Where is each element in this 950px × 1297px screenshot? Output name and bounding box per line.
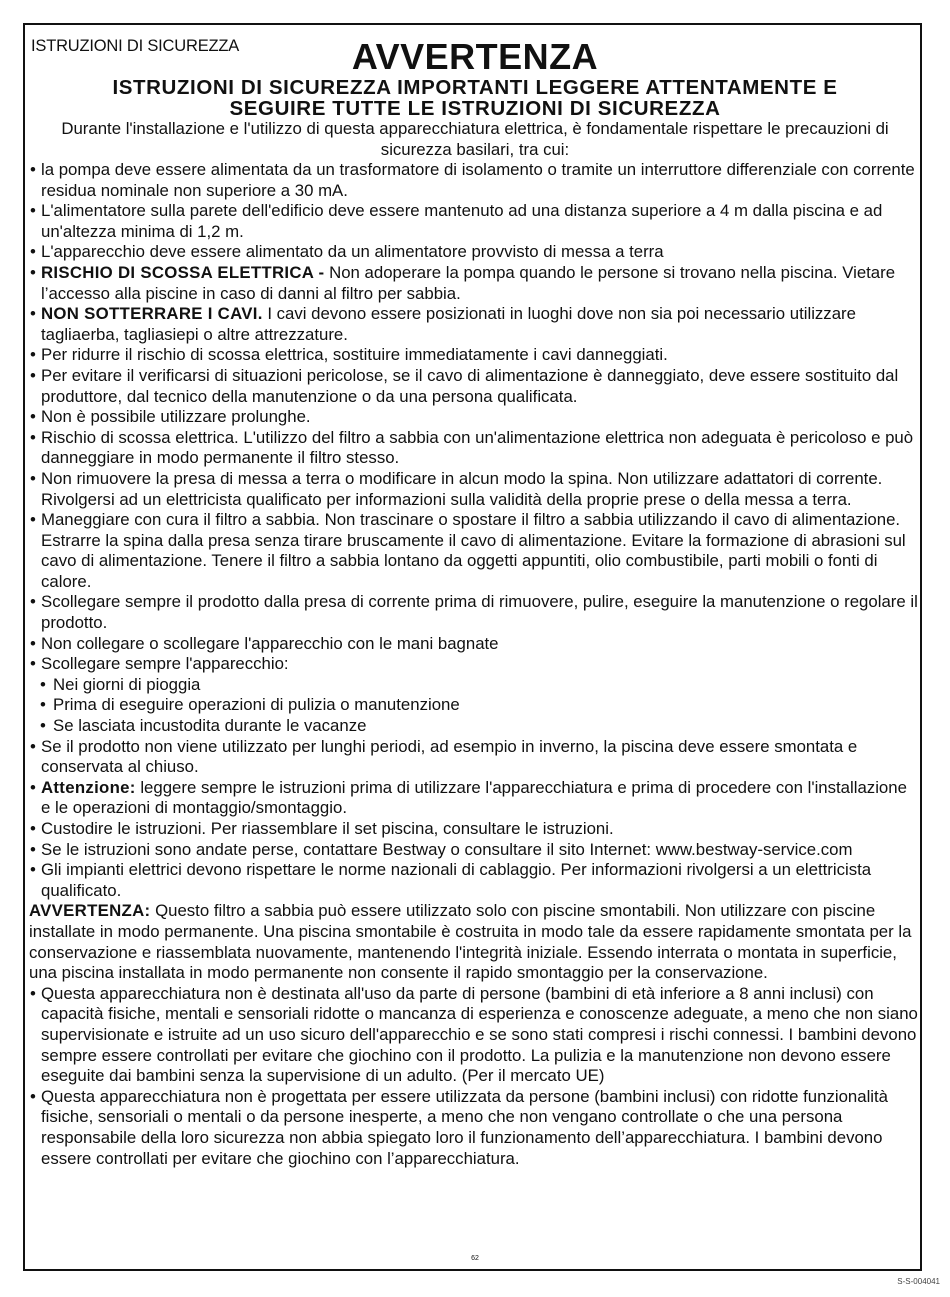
sub-list-item: • Se lasciata incustodita durante le vacanze [29,716,919,737]
intro-text: Durante l'installazione e l'utilizzo di questa apparecchiatura elettrica, è fondamentale rispettare le precauzioni di sicurezza basilari, tra cui: [61,119,889,159]
safety-list [29,160,919,1169]
list-item [29,778,919,819]
list-item: • Non collegare o scollegare l'apparecchio con le mani bagnate [29,634,919,655]
sub-list-item: • Prima di eseguire operazioni di pulizia o manutenzione [29,695,919,716]
document-code: S-S-004041 [897,1277,940,1286]
list-item: • Non rimuovere la presa di messa a terra o modificare in alcun modo la spina. Non utilizzare adattatori di corrente. Rivolgersi ad un elettricista qualificato per informazioni sulla validità della proprie prese o della messa a terra. [29,469,919,510]
list-item: • Se il prodotto non viene utilizzato per lunghi periodi, ad esempio in inverno, la piscina deve essere smontata e conservata al chiuso. [29,737,919,778]
list-item: • Questa apparecchiatura non è destinata all'uso da parte di persone (bambini di età inferiore a 8 anni inclusi) con capacità fisiche, mentali e sensoriali ridotte o mancanza di esperienza e conoscenze adeguate, a meno che non siano supervisionate e istruite ad un uso sicuro dell'apparecchio e se sono stati compresi i rischi connessi. I bambini devono sempre essere controllati per evitare che giochino con il prodotto. La pulizia e la manutenzione non devono essere eseguite dai bambini senza la supervisione di un adulto. (Per il mercato UE) [29,984,919,1087]
subtitle-line: SEGUIRE TUTTE LE ISTRUZIONI DI SICUREZZA [229,97,721,120]
item-text: leggere sempre le istruzioni prima di utilizzare l'apparecchiatura e prima di procedere con l'installazione e le operazioni di montaggio/smontaggio. [41,777,907,818]
bold-label: RISCHIO DI SCOSSA ELETTRICA - [41,262,325,282]
list-item: • Non è possibile utilizzare prolunghe. [29,407,919,428]
list-item: • L'alimentatore sulla parete dell'edificio deve essere mantenuto ad una distanza superiore a 4 m dalla piscina e ad un'altezza minima di 1,2 m. [29,201,919,242]
list-item: • Maneggiare con cura il filtro a sabbia. Non trascinare o spostare il filtro a sabbia utilizzando il cavo di alimentazione. Estrarre la spina dalla presa senza tirare bruscamente il cavo di alimentazione. Evitare la formazione di abrasioni sul cavo di alimentazione. Tenere il filtro a sabbia lontano da oggetti appuntiti, olio combustibile, parti mobili o fonti di calore. [29,510,919,592]
warning-label: AVVERTENZA: [29,901,151,921]
list-item [29,304,919,345]
item-text: Non adoperare la pompa quando le persone si trovano nella piscina. Vietare l’accesso alla piscine in caso di danni al filtro per sabbia. [41,262,896,303]
list-item: • Rischio di scossa elettrica. L'utilizzo del filtro a sabbia con un'alimentazione elettrica non adeguata è pericoloso e può danneggiare in modo permanente il filtro stesso. [29,428,919,469]
list-item [29,263,919,304]
list-item: • Scollegare sempre il prodotto dalla presa di corrente prima di rimuovere, pulire, eseguire la manutenzione o regolare il prodotto. [29,592,919,633]
list-item: • Per ridurre il rischio di scossa elettrica, sostituire immediatamente i cavi danneggiati. [29,345,919,366]
list-item: • Se le istruzioni sono andate perse, contattare Bestway o consultare il sito Internet: www.bestway-service.com [29,840,919,861]
list-item: • Custodire le istruzioni. Per riassemblare il set piscina, consultare le istruzioni. [29,819,919,840]
subtitle-line: ISTRUZIONI DI SICUREZZA IMPORTANTI LEGGERE ATTENTAMENTE E [112,76,838,99]
bold-label: Attenzione: [41,777,136,797]
page-title: AVVERTENZA [351,36,599,77]
item-text: I cavi devono essere posizionati in luoghi dove non sia poi necessario utilizzare tagliaerba, tagliasiepi o altre attrezzature. [41,304,856,344]
warning-paragraph [29,901,919,983]
warning-text: Questo filtro a sabbia può essere utilizzato solo con piscine smontabili. Non utilizzare con piscine installate in modo permanente. Una piscina smontabile è costruita in modo tale da essere rapidamente smontata per la conservazione e riassemblata nuovamente, mantenendo l'integrità iniziale. Essendo interrata o montata in superficie, una piscina installata in modo permanente non consente il rapido smontaggio per la conservazione. [29,901,912,983]
bold-label: NON SOTTERRARE I CAVI. [41,304,263,324]
list-item: • L'apparecchio deve essere alimentato da un alimentatore provvisto di messa a terra [29,242,919,263]
list-item: • Gli impianti elettrici devono rispettare le norme nazionali di cablaggio. Per informazioni rivolgersi a un elettricista qualificato. [29,860,919,901]
list-item: • Questa apparecchiatura non è progettata per essere utilizzata da persone (bambini inclusi) con ridotte funzionalità fisiche, sensoriali o mentali o da persone inesperte, a meno che non vengano controllate o che una persona responsabile della loro sicurezza non abbia spiegato loro il funzionamento dell’apparecchiatura. I bambini devono essere controllati per evitare che giochino con l’apparecchiatura. [29,1087,919,1169]
page-number: 62 [471,1255,479,1262]
page-subtitle [30,77,920,119]
section-label: ISTRUZIONI DI SICUREZZA [31,37,240,55]
list-item: • la pompa deve essere alimentata da un trasformatore di isolamento o tramite un interruttore differenziale con corrente residua nominale non superiore a 30 mA. [29,160,919,201]
sub-list-item: • Nei giorni di pioggia [29,675,919,696]
list-item: • Scollegare sempre l'apparecchio: [29,654,919,675]
list-item: • Per evitare il verificarsi di situazioni pericolose, se il cavo di alimentazione è danneggiato, deve essere sostituito dal produttore, dal tecnico della manutenzione o da una persona qualificata. [29,366,919,407]
